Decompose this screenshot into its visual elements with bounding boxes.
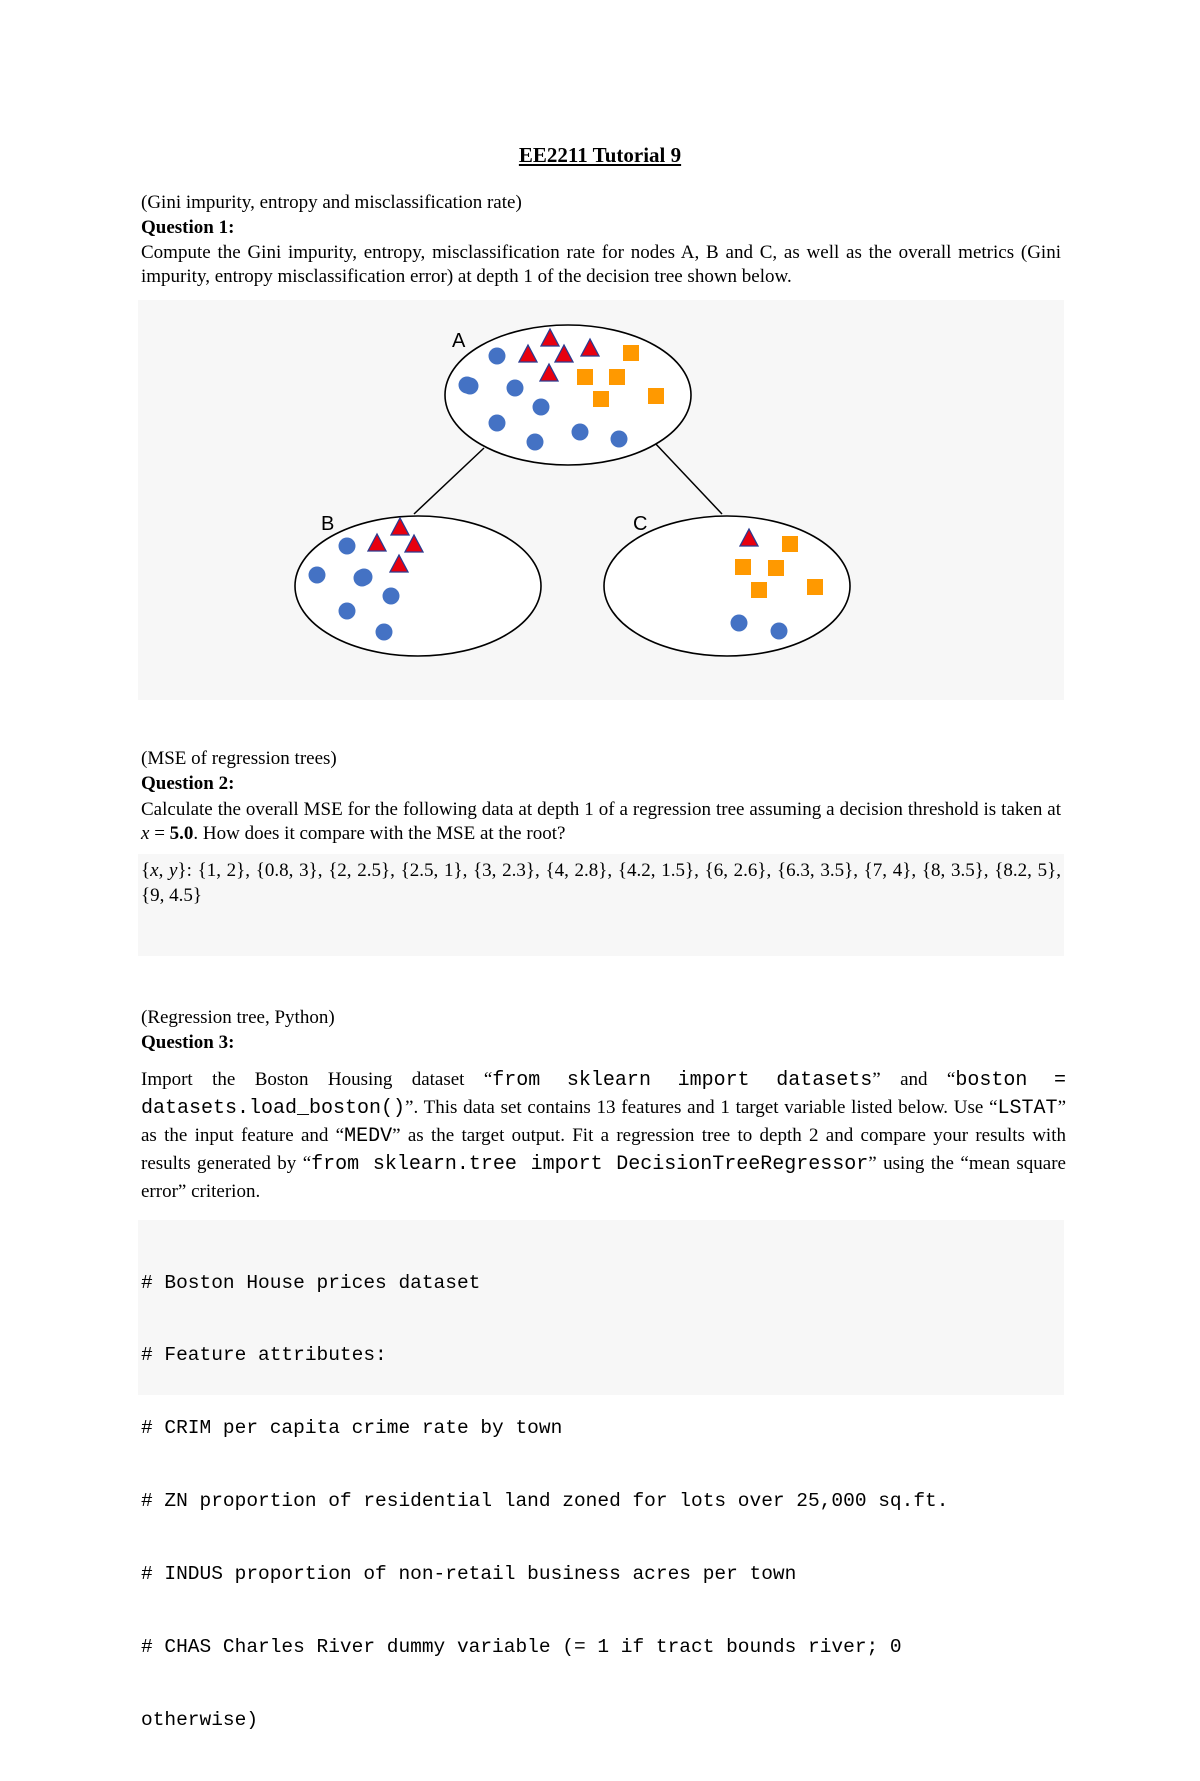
node-b-circle-marker [339, 603, 356, 620]
q3-topic: (Regression tree, Python) [141, 1007, 335, 1028]
node-a-circle-marker [462, 378, 479, 395]
decision-tree-figure [0, 0, 1200, 720]
q2-label: Question 2: [141, 773, 235, 794]
node-a-circle-marker [572, 424, 589, 441]
node-a-circle-marker [489, 415, 506, 432]
code-line: # Feature attributes: [141, 1344, 387, 1367]
code-line: # ZN proportion of residential land zoned for lots over 25,000 sq.ft. [141, 1490, 949, 1513]
q1-topic: (Gini impurity, entropy and misclassification rate) [141, 192, 522, 213]
q2-threshold-var: x [141, 823, 150, 844]
q2-data-x: x [150, 860, 159, 881]
q3-text-5: ” as the target output. Fit a regression tree to depth 2 and compare your results with results generated by “ [141, 1125, 1066, 1174]
node-a-circle-marker [489, 348, 506, 365]
q2-data-comma: , [158, 860, 170, 881]
code-line: # CHAS Charles River dummy variable (= 1 if tract bounds river; 0 [141, 1636, 902, 1659]
node-a-circle-marker [533, 399, 550, 416]
q2-data-open: { [141, 860, 151, 881]
q2-threshold-eq: = [149, 823, 170, 844]
node-c-circle-marker [731, 615, 748, 632]
node-b-circle-marker [309, 567, 326, 584]
node-c-square-marker [807, 579, 823, 595]
edge-a-b [414, 448, 484, 514]
edge-a-c [654, 442, 722, 514]
q2-text-before: Calculate the overall MSE for the following data at depth 1 of a regression tree assuming a decision threshold is taken at [141, 799, 1061, 820]
page-title: EE2211 Tutorial 9 [518, 143, 682, 167]
node-a-label: A [452, 330, 466, 352]
q1-label: Question 1: [141, 217, 235, 238]
q3-text-4: ” as the input feature and “ [141, 1097, 1066, 1146]
q3-label: Question 3: [141, 1032, 235, 1053]
q3-code-lstat: LSTAT [997, 1097, 1058, 1120]
q2-text-after: . How does it compare with the MSE at the root? [193, 823, 566, 844]
q2-threshold-value: 5.0 [169, 823, 194, 844]
node-c-square-marker [768, 560, 784, 576]
node-a-square-marker [609, 369, 625, 385]
q3-code-medv: MEDV [344, 1125, 393, 1148]
code-line: # CRIM per capita crime rate by town [141, 1417, 563, 1440]
code-line: otherwise) [141, 1708, 259, 1731]
node-b-circle-marker [383, 588, 400, 605]
q2-topic: (MSE of regression trees) [141, 748, 337, 769]
code-line: # INDUS proportion of non-retail business acres per town [141, 1563, 797, 1586]
node-a-square-marker [593, 391, 609, 407]
node-c-square-marker [782, 536, 798, 552]
q3-text-6: ” using the “mean square error” criterion. [141, 1153, 1066, 1202]
code-block [141, 1222, 948, 1781]
node-b-circle-marker [354, 570, 371, 587]
q3-code-regressor: from sklearn.tree import DecisionTreeRegressor [311, 1153, 869, 1176]
node-c-circle-marker [771, 623, 788, 640]
node-a-square-marker [648, 388, 664, 404]
q3-text [141, 1066, 1066, 1205]
q3-text-2: ” and “ [872, 1069, 956, 1090]
node-b-ellipse [295, 516, 541, 656]
node-c-square-marker [751, 582, 767, 598]
q2-text [141, 798, 1061, 846]
node-a-square-marker [577, 369, 593, 385]
node-a-circle-marker [611, 431, 628, 448]
q2-data-points: }: {1, 2}, {0.8, 3}, {2, 2.5}, {2.5, 1}, {3, 2.3}, {4, 2.8}, {4.2, 1.5}, {6, 2.6}, {6.3, 3.5}, {7, 4}, {8, 3.5}, {8.2, 5}, {9, 4.5} [141, 860, 1061, 906]
node-b-circle-marker [339, 538, 356, 555]
q2-data-y: y [169, 860, 178, 881]
node-a-circle-marker [527, 434, 544, 451]
node-b-label: B [321, 513, 335, 535]
node-c-square-marker [735, 559, 751, 575]
q3-code-load: boston = datasets.load_boston() [141, 1069, 1066, 1120]
code-line: # Boston House prices dataset [141, 1271, 481, 1294]
q1-text: Compute the Gini impurity, entropy, misclassification rate for nodes A, B and C, as well as the overall metrics (Gini impurity, entropy misclassification error) at depth 1 of the decision tree shown below. [141, 242, 1061, 287]
node-c-label: C [633, 513, 648, 535]
q3-code-import: from sklearn import datasets [492, 1069, 873, 1092]
q3-text-1: Import the Boston Housing dataset “ [141, 1069, 493, 1090]
q3-text-3: ”. This data set contains 13 features and 1 target variable listed below. Use “ [405, 1097, 998, 1118]
node-a-square-marker [623, 345, 639, 361]
q2-data [141, 858, 1061, 908]
node-b-circle-marker [376, 624, 393, 641]
node-a-circle-marker [507, 380, 524, 397]
